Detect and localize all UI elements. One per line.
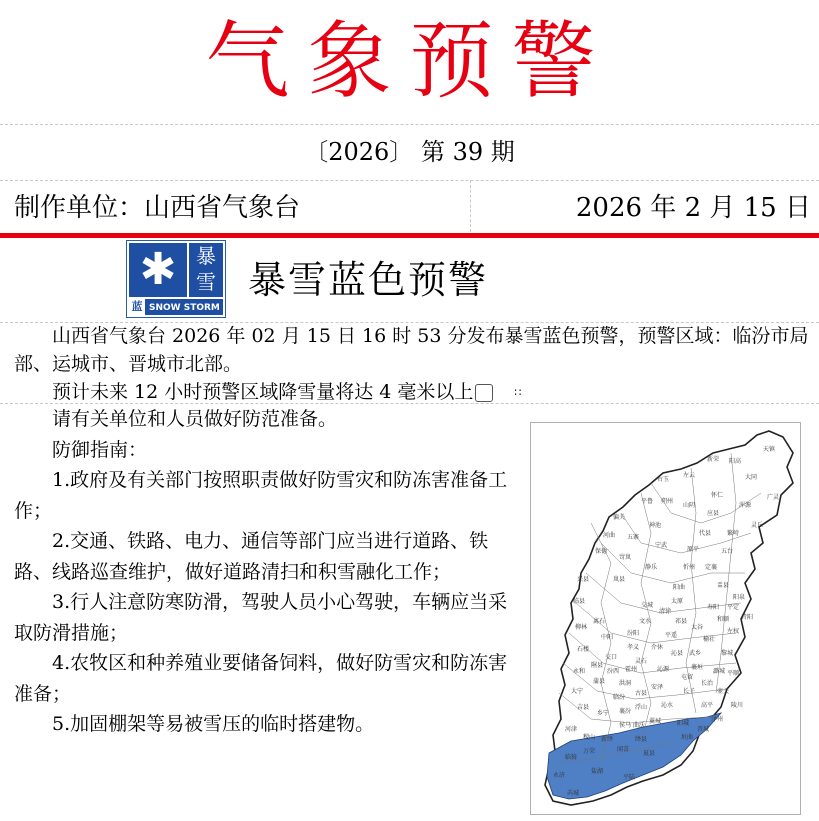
guidance-line: 防御指南： xyxy=(52,438,148,461)
svg-text:离石: 离石 xyxy=(593,618,606,625)
svg-text:沁水: 沁水 xyxy=(661,702,674,709)
badge-english: SNOW STORM xyxy=(149,303,220,313)
badge-snow-panel xyxy=(129,243,187,297)
svg-text:隰县: 隰县 xyxy=(591,662,604,669)
svg-text:长治: 长治 xyxy=(701,680,714,687)
svg-text:石楼: 石楼 xyxy=(577,646,590,653)
svg-text:盂县: 盂县 xyxy=(717,582,730,589)
svg-text:兴县: 兴县 xyxy=(577,576,590,583)
svg-text:阳泉: 阳泉 xyxy=(733,594,746,601)
svg-text:寿阳: 寿阳 xyxy=(707,604,720,611)
svg-text:五寨: 五寨 xyxy=(627,534,640,541)
svg-text:永和: 永和 xyxy=(573,668,586,675)
guidance-line: 请有关单位和人员做好防范准备。 xyxy=(52,408,338,430)
svg-text:沁源: 沁源 xyxy=(657,666,670,673)
svg-text:吉县: 吉县 xyxy=(577,704,590,711)
red-separator xyxy=(0,233,819,238)
warning-lead xyxy=(14,322,814,406)
svg-text:潞城: 潞城 xyxy=(713,668,726,675)
svg-text:岢岚: 岢岚 xyxy=(619,554,632,561)
svg-text:繁峙: 繁峙 xyxy=(727,530,740,537)
svg-text:忻州: 忻州 xyxy=(683,564,696,571)
svg-text:临汾: 临汾 xyxy=(613,694,626,701)
svg-text:壶关: 壶关 xyxy=(717,688,730,695)
svg-text:高平: 高平 xyxy=(701,702,714,709)
svg-text:清徐: 清徐 xyxy=(659,608,672,615)
svg-text:阳曲: 阳曲 xyxy=(673,584,686,591)
svg-text:汾西: 汾西 xyxy=(607,668,620,675)
svg-text:古县: 古县 xyxy=(635,690,648,697)
svg-text:应县: 应县 xyxy=(707,510,720,517)
svg-text:介休: 介休 xyxy=(651,644,664,651)
svg-text:左权: 左权 xyxy=(727,628,740,635)
svg-text:安泽: 安泽 xyxy=(651,684,664,691)
svg-text:绛县: 绛县 xyxy=(635,736,648,743)
svg-text:永济: 永济 xyxy=(553,772,566,779)
svg-text:天镇: 天镇 xyxy=(763,446,776,453)
svg-text:泽州: 泽州 xyxy=(711,716,724,723)
svg-text:大宁: 大宁 xyxy=(571,688,584,695)
svg-text:代县: 代县 xyxy=(699,530,712,537)
svg-text:祁县: 祁县 xyxy=(675,618,688,625)
svg-text:灵丘: 灵丘 xyxy=(751,522,764,529)
svg-text:新绛: 新绛 xyxy=(601,736,614,743)
svg-text:乡宁: 乡宁 xyxy=(597,710,610,717)
svg-text:孝义: 孝义 xyxy=(627,644,640,651)
svg-text:和顺: 和顺 xyxy=(717,616,730,623)
svg-text:闻喜: 闻喜 xyxy=(617,746,630,753)
svg-text:文水: 文水 xyxy=(639,618,652,625)
svg-text:曲沃: 曲沃 xyxy=(633,722,646,729)
svg-text:昔阳: 昔阳 xyxy=(741,614,754,621)
snowstorm-badge xyxy=(126,240,226,318)
svg-text:河津: 河津 xyxy=(565,726,578,733)
svg-text:宁武: 宁武 xyxy=(655,542,668,549)
svg-text:沁县: 沁县 xyxy=(671,650,684,657)
svg-text:河曲: 河曲 xyxy=(603,532,616,539)
badge-footer xyxy=(129,299,223,315)
guidance-text xyxy=(14,404,519,740)
svg-text:晋城: 晋城 xyxy=(697,726,710,733)
guidance-line: 2.交通、铁路、电力、通信等部门应当进行道路、铁路、线路巡查维护，做好道路清扫和积雪融化工作； xyxy=(14,530,489,583)
badge-char-top: 暴 xyxy=(196,244,216,268)
svg-text:黎城: 黎城 xyxy=(721,650,734,657)
issue-number: 〔2026〕 第 39 期 xyxy=(304,138,515,166)
svg-text:蒲县: 蒲县 xyxy=(593,678,606,685)
svg-text:稷山: 稷山 xyxy=(583,734,596,741)
svg-text:长子: 长子 xyxy=(683,688,696,695)
svg-text:芮城: 芮城 xyxy=(567,790,580,797)
svg-text:临猗: 临猗 xyxy=(565,754,578,761)
more-grid-icon[interactable]: ∷ xyxy=(475,384,493,402)
svg-text:洪洞: 洪洞 xyxy=(619,680,632,687)
svg-text:交口: 交口 xyxy=(605,654,618,661)
badge-char-bottom: 雪 xyxy=(196,270,216,294)
svg-text:霍州: 霍州 xyxy=(625,666,638,673)
lead-paragraph: 山西省气象台 2026 年 02 月 15 日 16 时 53 分发布暴雪蓝色预警，预警区域：临汾市局部、运城市、晋城市北部。 xyxy=(14,325,809,375)
svg-text:浑源: 浑源 xyxy=(739,502,752,509)
divider xyxy=(0,180,819,181)
svg-text:交城: 交城 xyxy=(641,602,654,609)
guidance-line: 4.农牧区和种养殖业要储备饲料，做好防雪灾和防冻害准备； xyxy=(14,652,508,705)
badge-level-char: 蓝 xyxy=(129,299,145,315)
issue-date: 2026 年 2 月 15 日 xyxy=(575,193,811,223)
svg-text:盐湖: 盐湖 xyxy=(591,768,604,775)
svg-text:榆社: 榆社 xyxy=(703,636,716,643)
guidance-line: 1.政府及有关部门按照职责做好防雪灾和防冻害准备工作； xyxy=(14,469,508,522)
divider xyxy=(0,124,819,125)
svg-text:平定: 平定 xyxy=(727,604,740,611)
svg-text:右玉: 右玉 xyxy=(657,476,670,483)
svg-text:朔州: 朔州 xyxy=(661,498,674,505)
svg-text:襄垣: 襄垣 xyxy=(691,664,704,671)
svg-text:武乡: 武乡 xyxy=(689,650,702,657)
svg-text:襄汾: 襄汾 xyxy=(619,708,632,715)
svg-text:新荣: 新荣 xyxy=(707,456,720,463)
issuing-unit: 制作单位：山西省气象台 xyxy=(14,193,301,223)
svg-text:汾阳: 汾阳 xyxy=(627,630,640,637)
svg-text:大同: 大同 xyxy=(745,474,758,481)
lead-paragraph-forecast: 预计未来 12 小时预警区域降雪量将达 4 毫米以上 ∷ xyxy=(52,381,522,403)
svg-text:夏县: 夏县 xyxy=(643,750,656,757)
svg-text:浮山: 浮山 xyxy=(635,704,648,711)
svg-text:柳林: 柳林 xyxy=(575,624,588,631)
svg-text:平顺: 平顺 xyxy=(727,670,740,677)
svg-text:阳高: 阳高 xyxy=(729,458,742,465)
shanxi-map xyxy=(531,423,800,814)
svg-text:平鲁: 平鲁 xyxy=(641,498,654,505)
divider xyxy=(470,180,471,232)
svg-text:临县: 临县 xyxy=(573,598,586,605)
svg-text:太谷: 太谷 xyxy=(691,624,704,631)
svg-text:偏关: 偏关 xyxy=(613,514,626,521)
svg-text:太原: 太原 xyxy=(671,598,684,605)
svg-text:阳城: 阳城 xyxy=(677,720,690,727)
guidance-line: 5.加固棚架等易被雪压的临时搭建物。 xyxy=(52,713,375,735)
svg-text:平陆: 平陆 xyxy=(623,774,636,781)
svg-text:陵川: 陵川 xyxy=(731,702,744,709)
svg-text:平遥: 平遥 xyxy=(665,632,678,639)
svg-text:中阳: 中阳 xyxy=(601,634,614,641)
svg-text:五台: 五台 xyxy=(721,548,734,555)
svg-text:翼城: 翼城 xyxy=(649,718,662,725)
svg-text:定襄: 定襄 xyxy=(705,564,718,571)
svg-text:山阴: 山阴 xyxy=(683,502,696,509)
svg-text:神池: 神池 xyxy=(649,522,662,529)
document-title: 气象预警 xyxy=(205,12,614,110)
svg-text:屯留: 屯留 xyxy=(681,674,694,681)
svg-text:垣曲: 垣曲 xyxy=(681,734,694,741)
svg-text:原平: 原平 xyxy=(687,546,700,553)
svg-text:广灵: 广灵 xyxy=(767,494,780,501)
svg-text:怀仁: 怀仁 xyxy=(711,492,724,499)
svg-text:侯马: 侯马 xyxy=(619,722,632,729)
svg-text:灵石: 灵石 xyxy=(635,658,648,665)
svg-text:岚县: 岚县 xyxy=(613,576,626,583)
svg-text:保德: 保德 xyxy=(595,548,608,555)
badge-char-panel xyxy=(189,243,223,297)
warning-title: 暴雪蓝色预警 xyxy=(248,258,489,302)
svg-text:万荣: 万荣 xyxy=(583,748,596,755)
warning-map xyxy=(530,422,801,815)
svg-text:左云: 左云 xyxy=(683,472,696,479)
snowflake-icon: ✱ xyxy=(139,244,177,295)
svg-text:静乐: 静乐 xyxy=(645,564,658,571)
guidance-line: 3.行人注意防寒防滑，驾驶人员小心驾驶，车辆应当采取防滑措施； xyxy=(14,591,508,644)
